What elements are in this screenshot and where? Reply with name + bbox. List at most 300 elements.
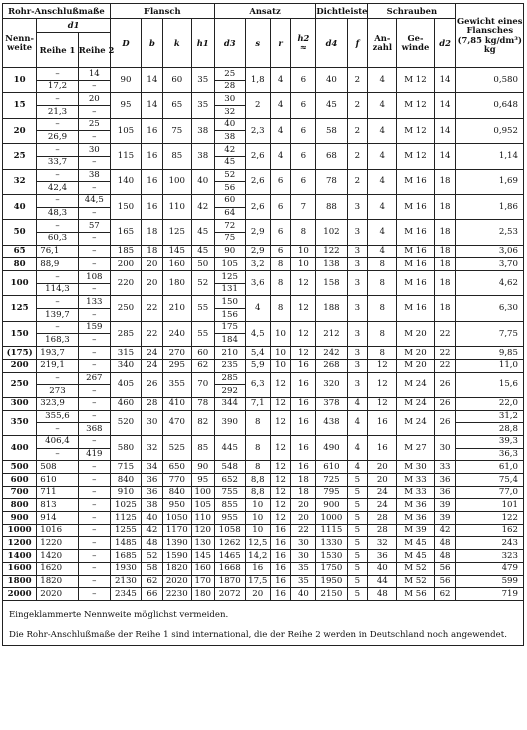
table-cell: 4 bbox=[347, 461, 368, 474]
table-cell: – bbox=[78, 80, 110, 93]
table-cell: 1870 bbox=[214, 575, 245, 588]
table-cell: 6 bbox=[291, 118, 316, 143]
table-cell: 68 bbox=[316, 144, 347, 169]
table-cell: 8 bbox=[368, 258, 397, 271]
table-cell: 32 bbox=[214, 106, 245, 119]
table-cell: 36,3 bbox=[456, 448, 524, 461]
table-cell: 6 bbox=[291, 93, 316, 118]
table-cell: 85 bbox=[162, 144, 191, 169]
table-cell: 2 bbox=[245, 93, 270, 118]
table-cell: 3 bbox=[347, 359, 368, 372]
table-cell: – bbox=[78, 334, 110, 347]
table-row bbox=[3, 169, 524, 182]
footnote-1: Eingeklammerte Nennweite möglichst vermeiden. bbox=[9, 609, 229, 620]
header-schrauben: Schrauben bbox=[368, 4, 456, 19]
table-cell: – bbox=[78, 131, 110, 144]
table-cell: 16 bbox=[291, 435, 316, 460]
table-cell: 34 bbox=[142, 461, 163, 474]
nennweite-cell: 32 bbox=[3, 169, 37, 194]
table-cell: 599 bbox=[456, 575, 524, 588]
table-cell: 165 bbox=[110, 220, 141, 245]
table-cell: – bbox=[78, 156, 110, 169]
table-cell: 95 bbox=[110, 93, 141, 118]
table-cell: 3 bbox=[347, 258, 368, 271]
table-cell: 17,2 bbox=[37, 80, 79, 93]
table-cell: 39 bbox=[434, 512, 456, 525]
table-cell: 4 bbox=[368, 68, 397, 93]
table-cell: 36 bbox=[434, 486, 456, 499]
table-cell: 8 bbox=[291, 220, 316, 245]
table-cell: 410 bbox=[162, 397, 191, 410]
table-cell: 50 bbox=[191, 258, 214, 271]
nennweite-cell: 1400 bbox=[3, 550, 37, 563]
table-cell: 1,86 bbox=[456, 194, 524, 219]
table-cell: – bbox=[37, 321, 79, 334]
table-cell: 66 bbox=[142, 588, 163, 601]
table-cell: 24 bbox=[368, 486, 397, 499]
table-cell: 240 bbox=[162, 321, 191, 346]
table-cell: 2345 bbox=[110, 588, 141, 601]
table-cell: 18 bbox=[291, 474, 316, 487]
table-row bbox=[3, 512, 524, 525]
table-cell: 5 bbox=[347, 524, 368, 537]
table-cell: 60 bbox=[162, 68, 191, 93]
table-row bbox=[3, 68, 524, 81]
table-cell: 1058 bbox=[214, 524, 245, 537]
table-cell: 1620 bbox=[37, 562, 79, 575]
header-d4: d4 bbox=[316, 19, 347, 68]
table-cell: 16 bbox=[291, 397, 316, 410]
table-cell: 8 bbox=[368, 321, 397, 346]
header-r: r bbox=[270, 19, 291, 68]
table-cell: 270 bbox=[162, 347, 191, 360]
table-cell: 10 bbox=[245, 524, 270, 537]
table-cell: 108 bbox=[78, 271, 110, 284]
table-cell: 16 bbox=[142, 144, 163, 169]
table-cell: 6,30 bbox=[456, 296, 524, 321]
nennweite-cell: 15 bbox=[3, 93, 37, 118]
table-cell: – bbox=[37, 144, 79, 157]
table-row bbox=[3, 258, 524, 271]
table-cell: 2020 bbox=[162, 575, 191, 588]
table-cell: 2,6 bbox=[245, 194, 270, 219]
table-cell: 25 bbox=[214, 68, 245, 81]
table-cell: 2230 bbox=[162, 588, 191, 601]
table-cell: 5,4 bbox=[245, 347, 270, 360]
table-cell: 44,5 bbox=[78, 194, 110, 207]
table-cell: 26 bbox=[434, 372, 456, 397]
table-cell: 20 bbox=[291, 499, 316, 512]
table-cell: 35 bbox=[191, 93, 214, 118]
table-cell: 48,3 bbox=[37, 207, 79, 220]
table-row bbox=[3, 372, 524, 385]
table-cell: 175 bbox=[214, 321, 245, 334]
table-cell: 114,3 bbox=[37, 283, 79, 296]
table-cell: 39 bbox=[434, 499, 456, 512]
table-cell: 10 bbox=[291, 258, 316, 271]
table-cell: 16 bbox=[291, 461, 316, 474]
nennweite-cell: 600 bbox=[3, 474, 37, 487]
table-cell: 35 bbox=[291, 562, 316, 575]
table-cell: M 12 bbox=[397, 93, 434, 118]
table-cell: 9,85 bbox=[456, 347, 524, 360]
table-cell: 35 bbox=[291, 575, 316, 588]
table-cell: – bbox=[37, 118, 79, 131]
table-cell: 1668 bbox=[214, 562, 245, 575]
table-row bbox=[3, 359, 524, 372]
table-cell: – bbox=[78, 537, 110, 550]
table-cell: 188 bbox=[316, 296, 347, 321]
table-cell: 610 bbox=[37, 474, 79, 487]
table-cell: 755 bbox=[214, 486, 245, 499]
table-cell: 8 bbox=[270, 296, 291, 321]
table-cell: – bbox=[37, 271, 79, 284]
table-cell: 5 bbox=[347, 562, 368, 575]
table-cell: 4,5 bbox=[245, 321, 270, 346]
table-cell: 18 bbox=[434, 220, 456, 245]
header-reihe2: Reihe 2 bbox=[78, 33, 110, 68]
header-gewinde: Ge-winde bbox=[397, 19, 434, 68]
header-d2: d2 bbox=[434, 19, 456, 68]
table-cell: 12 bbox=[291, 271, 316, 296]
header-reihe1: Reihe 1 bbox=[37, 33, 79, 68]
table-cell: 180 bbox=[191, 588, 214, 601]
table-cell: M 24 bbox=[397, 410, 434, 435]
table-cell: 12 bbox=[270, 499, 291, 512]
table-cell: 4 bbox=[270, 68, 291, 93]
header-dichtleiste: Dichtleiste bbox=[316, 4, 368, 19]
table-cell: 42 bbox=[434, 524, 456, 537]
table-cell: 840 bbox=[110, 474, 141, 487]
table-cell: 25 bbox=[78, 118, 110, 131]
table-row bbox=[3, 397, 524, 410]
table-cell: – bbox=[78, 435, 110, 448]
nennweite-cell: 50 bbox=[3, 220, 37, 245]
table-cell: 12 bbox=[291, 296, 316, 321]
table-cell: 3 bbox=[347, 372, 368, 397]
table-cell: 508 bbox=[37, 461, 79, 474]
table-cell: 12 bbox=[270, 397, 291, 410]
table-cell: 212 bbox=[316, 321, 347, 346]
table-cell: 10 bbox=[270, 321, 291, 346]
table-cell: 1050 bbox=[162, 512, 191, 525]
table-row bbox=[3, 296, 524, 309]
table-cell: 2 bbox=[347, 169, 368, 194]
table-cell: 52 bbox=[214, 169, 245, 182]
table-cell: – bbox=[37, 220, 79, 233]
table-cell: 90 bbox=[110, 68, 141, 93]
nennweite-cell: 200 bbox=[3, 359, 37, 372]
table-cell: 150 bbox=[214, 296, 245, 309]
table-cell: 160 bbox=[162, 258, 191, 271]
table-cell: 8 bbox=[245, 435, 270, 460]
table-cell: 38 bbox=[214, 131, 245, 144]
table-cell: 16 bbox=[270, 524, 291, 537]
table-cell: 22,0 bbox=[456, 397, 524, 410]
table-cell: 12 bbox=[368, 372, 397, 397]
table-cell: 2,9 bbox=[245, 220, 270, 245]
table-cell: 70 bbox=[191, 372, 214, 397]
table-cell: 58 bbox=[316, 118, 347, 143]
table-cell: – bbox=[37, 296, 79, 309]
table-cell: – bbox=[78, 106, 110, 119]
header-D: D bbox=[110, 19, 141, 68]
table-cell: 14 bbox=[434, 118, 456, 143]
table-cell: – bbox=[78, 182, 110, 195]
table-cell: 1,69 bbox=[456, 169, 524, 194]
table-cell: 10 bbox=[245, 499, 270, 512]
table-cell: 6 bbox=[270, 169, 291, 194]
table-cell: 38 bbox=[191, 118, 214, 143]
table-cell: 1530 bbox=[316, 550, 347, 563]
table-cell: – bbox=[78, 524, 110, 537]
table-cell: 18 bbox=[291, 486, 316, 499]
header-b: b bbox=[142, 19, 163, 68]
table-cell: 1930 bbox=[110, 562, 141, 575]
table-row bbox=[3, 194, 524, 207]
table-cell: 16 bbox=[270, 537, 291, 550]
table-cell: 16 bbox=[270, 588, 291, 601]
nennweite-cell: 80 bbox=[3, 258, 37, 271]
table-cell: 16 bbox=[270, 562, 291, 575]
nennweite-cell: 500 bbox=[3, 461, 37, 474]
table-cell: 42 bbox=[214, 144, 245, 157]
table-row bbox=[3, 550, 524, 563]
table-cell: 85 bbox=[191, 435, 214, 460]
table-cell: 125 bbox=[214, 271, 245, 284]
table-cell: 16 bbox=[368, 410, 397, 435]
table-cell: 2150 bbox=[316, 588, 347, 601]
table-cell: 5 bbox=[347, 575, 368, 588]
table-cell: 419 bbox=[78, 448, 110, 461]
table-cell: 4 bbox=[368, 118, 397, 143]
flange-dimension-table bbox=[2, 3, 524, 601]
table-cell: 26 bbox=[434, 397, 456, 410]
table-cell: 193,7 bbox=[37, 347, 79, 360]
table-cell: 490 bbox=[316, 435, 347, 460]
table-cell: 14 bbox=[434, 93, 456, 118]
table-cell: 36 bbox=[434, 474, 456, 487]
table-cell: 3,70 bbox=[456, 258, 524, 271]
table-cell: 17,5 bbox=[245, 575, 270, 588]
nennweite-cell: 150 bbox=[3, 321, 37, 346]
table-cell: 57 bbox=[78, 220, 110, 233]
nennweite-cell: 1000 bbox=[3, 524, 37, 537]
table-cell: M 45 bbox=[397, 537, 434, 550]
table-cell: 16 bbox=[142, 169, 163, 194]
table-cell: 60 bbox=[214, 194, 245, 207]
table-cell: 2072 bbox=[214, 588, 245, 601]
table-cell: – bbox=[78, 258, 110, 271]
table-cell: M 30 bbox=[397, 461, 434, 474]
table-cell: 105 bbox=[214, 258, 245, 271]
table-cell: 1,8 bbox=[245, 68, 270, 93]
table-cell: 445 bbox=[214, 435, 245, 460]
table-cell: – bbox=[78, 245, 110, 258]
table-cell: 219,1 bbox=[37, 359, 79, 372]
table-cell: 72 bbox=[214, 220, 245, 233]
table-cell: M 52 bbox=[397, 562, 434, 575]
table-cell: 2130 bbox=[110, 575, 141, 588]
header-rohr: Rohr-Anschlußmaße bbox=[3, 4, 111, 19]
table-cell: 22 bbox=[142, 321, 163, 346]
table-cell: 18 bbox=[434, 194, 456, 219]
table-cell: 1262 bbox=[214, 537, 245, 550]
table-cell: 1,14 bbox=[456, 144, 524, 169]
table-cell: 8 bbox=[270, 271, 291, 296]
table-cell: 15,6 bbox=[456, 372, 524, 397]
table-cell: 12 bbox=[291, 321, 316, 346]
table-cell: 2020 bbox=[37, 588, 79, 601]
header-f: f bbox=[347, 19, 368, 68]
table-cell: 2,6 bbox=[245, 144, 270, 169]
table-cell: 131 bbox=[214, 283, 245, 296]
table-cell: 6,3 bbox=[245, 372, 270, 397]
table-cell: 6 bbox=[291, 169, 316, 194]
table-cell: 22 bbox=[142, 296, 163, 321]
table-cell: 5 bbox=[347, 499, 368, 512]
table-cell: 18 bbox=[434, 258, 456, 271]
table-cell: 652 bbox=[214, 474, 245, 487]
table-cell: 8 bbox=[270, 258, 291, 271]
table-cell: 3 bbox=[347, 347, 368, 360]
table-cell: 56 bbox=[214, 182, 245, 195]
table-cell: 48 bbox=[368, 588, 397, 601]
nennweite-cell: 400 bbox=[3, 435, 37, 460]
table-cell: – bbox=[78, 562, 110, 575]
table-cell: 88 bbox=[316, 194, 347, 219]
nennweite-cell: 2000 bbox=[3, 588, 37, 601]
table-cell: M 52 bbox=[397, 575, 434, 588]
table-cell: 88,9 bbox=[37, 258, 79, 271]
table-cell: 160 bbox=[191, 562, 214, 575]
nennweite-cell: 10 bbox=[3, 68, 37, 93]
table-cell: M 16 bbox=[397, 245, 434, 258]
table-cell: 18 bbox=[142, 245, 163, 258]
table-cell: 14 bbox=[434, 68, 456, 93]
footnotes bbox=[2, 601, 524, 646]
table-cell: 90 bbox=[214, 245, 245, 258]
table-cell: 40 bbox=[316, 68, 347, 93]
table-cell: 525 bbox=[162, 435, 191, 460]
table-cell: – bbox=[78, 588, 110, 601]
table-cell: 38 bbox=[142, 499, 163, 512]
table-cell: 12 bbox=[270, 486, 291, 499]
nennweite-cell: 40 bbox=[3, 194, 37, 219]
table-cell: – bbox=[78, 309, 110, 322]
table-cell: 8,8 bbox=[245, 474, 270, 487]
table-cell: 406,4 bbox=[37, 435, 79, 448]
table-cell: 2,6 bbox=[245, 169, 270, 194]
table-cell: 115 bbox=[110, 144, 141, 169]
table-cell: 100 bbox=[191, 486, 214, 499]
table-cell: 210 bbox=[162, 296, 191, 321]
table-cell: 48 bbox=[142, 537, 163, 550]
table-row bbox=[3, 410, 524, 423]
table-cell: 8 bbox=[368, 271, 397, 296]
table-cell: 61,0 bbox=[456, 461, 524, 474]
table-cell: 60,3 bbox=[37, 232, 79, 245]
table-cell: 162 bbox=[456, 524, 524, 537]
table-cell: 156 bbox=[214, 309, 245, 322]
table-cell: 390 bbox=[214, 410, 245, 435]
table-cell: 120 bbox=[191, 524, 214, 537]
table-cell: 18 bbox=[434, 296, 456, 321]
table-cell: – bbox=[78, 486, 110, 499]
table-cell: 910 bbox=[110, 486, 141, 499]
table-cell: 125 bbox=[162, 220, 191, 245]
table-cell: 95 bbox=[191, 474, 214, 487]
table-cell: 30 bbox=[78, 144, 110, 157]
table-row bbox=[3, 575, 524, 588]
table-cell: 320 bbox=[316, 372, 347, 397]
table-row bbox=[3, 271, 524, 284]
table-cell: 138 bbox=[316, 258, 347, 271]
table-cell: M 16 bbox=[397, 271, 434, 296]
table-cell: 28 bbox=[142, 397, 163, 410]
table-cell: 20 bbox=[245, 588, 270, 601]
nennweite-cell: 1800 bbox=[3, 575, 37, 588]
table-cell: 158 bbox=[316, 271, 347, 296]
table-cell: 4 bbox=[270, 118, 291, 143]
table-cell: 8 bbox=[245, 410, 270, 435]
table-body bbox=[3, 68, 524, 601]
table-cell: 16 bbox=[291, 359, 316, 372]
table-cell: – bbox=[78, 385, 110, 398]
table-cell: 8,8 bbox=[245, 486, 270, 499]
table-cell: 10 bbox=[291, 245, 316, 258]
table-cell: – bbox=[78, 461, 110, 474]
table-cell: 323,9 bbox=[37, 397, 79, 410]
table-cell: 102 bbox=[316, 220, 347, 245]
table-cell: 470 bbox=[162, 410, 191, 435]
table-cell: 438 bbox=[316, 410, 347, 435]
table-cell: 75 bbox=[214, 232, 245, 245]
table-cell: 170 bbox=[191, 575, 214, 588]
nennweite-cell: 700 bbox=[3, 486, 37, 499]
table-cell: 3 bbox=[347, 245, 368, 258]
table-cell: 10 bbox=[270, 347, 291, 360]
table-cell: 18 bbox=[434, 245, 456, 258]
table-cell: 242 bbox=[316, 347, 347, 360]
table-cell: – bbox=[37, 93, 79, 106]
table-cell: 3 bbox=[347, 321, 368, 346]
table-cell: M 33 bbox=[397, 474, 434, 487]
table-cell: M 24 bbox=[397, 372, 434, 397]
table-cell: 12 bbox=[270, 410, 291, 435]
table-cell: 405 bbox=[110, 372, 141, 397]
table-row bbox=[3, 245, 524, 258]
table-cell: 20 bbox=[142, 271, 163, 296]
table-cell: M 45 bbox=[397, 550, 434, 563]
table-cell: 62 bbox=[142, 575, 163, 588]
table-cell: 914 bbox=[37, 512, 79, 525]
table-cell: 78 bbox=[191, 397, 214, 410]
table-cell: 344 bbox=[214, 397, 245, 410]
table-cell: 45 bbox=[316, 93, 347, 118]
table-cell: 58 bbox=[142, 562, 163, 575]
table-cell: 18 bbox=[434, 271, 456, 296]
table-cell: 48 bbox=[434, 550, 456, 563]
table-cell: 580 bbox=[110, 435, 141, 460]
table-cell: 4 bbox=[368, 194, 397, 219]
table-cell: 16 bbox=[270, 575, 291, 588]
table-cell: – bbox=[78, 283, 110, 296]
nennweite-cell: 800 bbox=[3, 499, 37, 512]
table-cell: 55 bbox=[191, 321, 214, 346]
table-cell: 10 bbox=[270, 359, 291, 372]
table-cell: 5 bbox=[347, 537, 368, 550]
